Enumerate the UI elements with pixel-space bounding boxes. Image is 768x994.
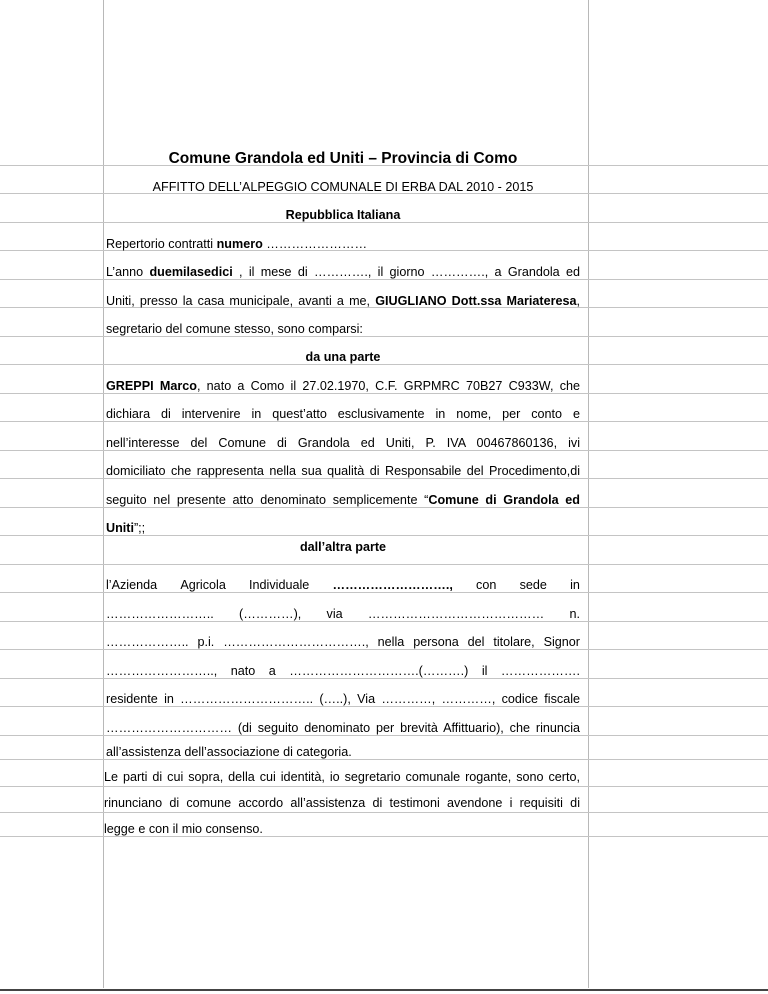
document-subtitle: AFFITTO DELL’ALPEGGIO COMUNALE DI ERBA DAL 2010 - 2015 (152, 180, 534, 194)
assistenza-line: all’assistenza dell’associazione di categoria. (106, 745, 352, 759)
left-margin-line (103, 0, 104, 988)
residente-line: residente in ………………………….. (…..), Via …………, …………, codice fiscale (106, 692, 580, 706)
rinunciano-line: rinunciano di comune accordo all’assistenza di testimoni avendone i requisiti di (104, 796, 580, 810)
domiciliato-line: domiciliato che rappresenta nella sua qualità di Responsabile del Procedimento,di (106, 464, 580, 478)
heading-repubblica: Repubblica Italiana (285, 208, 401, 222)
interesse-line: nell’interesse del Comune di Grandola ed Uniti, P. IVA 00467860136, ivi (106, 436, 580, 450)
pi-line: ……………….. p.i. ……………………………., nella persona del titolare, Signor (106, 635, 580, 649)
uniti2-line: Uniti”;; (106, 521, 146, 535)
ruled-line (0, 812, 768, 813)
party2-heading: dall’altra parte (299, 540, 387, 554)
repertorio-line: Repertorio contratti numero …………………… (106, 237, 368, 251)
via-line: …………………….. (…………), via …………………………………… n. (106, 607, 580, 621)
uniti-line: Uniti, presso la casa municipale, avanti a me, GIUGLIANO Dott.ssa Mariateresa, (106, 294, 580, 308)
ruled-line (0, 564, 768, 565)
dichiara-line: dichiara di intervenire in quest’atto esclusivamente in nome, per conto e (106, 407, 580, 421)
parti-line: Le parti di cui sopra, della cui identità, io segretario comunale rogante, sono certo, (104, 770, 580, 784)
azienda-line: l’Azienda Agricola Individuale ………………………., con sede in (106, 578, 580, 592)
segretario-line: segretario del comune stesso, sono comparsi: (106, 322, 363, 336)
document-title: Comune Grandola ed Uniti – Provincia di Como (168, 150, 518, 167)
ruled-line (0, 786, 768, 787)
right-margin-line (588, 0, 589, 988)
greppi-line: GREPPI Marco, nato a Como il 27.02.1970, C.F. GRPMRC 70B27 C933W, che (106, 379, 580, 393)
party1-heading: da una parte (305, 350, 381, 364)
nato-line: …………………….., nato a ………………………….(……….) il ………………. (106, 664, 580, 678)
page-bottom-border (0, 989, 768, 991)
affittuario-line: ………………………… (di seguito denominato per brevità Affittuario), che rinuncia (106, 721, 580, 735)
seguito-line: seguito nel presente atto denominato semplicemente “Comune di Grandola ed (106, 493, 580, 507)
anno-line: L’anno duemilasedici , il mese di …………., il giorno …………., a Grandola ed (106, 265, 580, 279)
legge-line: legge e con il mio consenso. (104, 822, 263, 836)
